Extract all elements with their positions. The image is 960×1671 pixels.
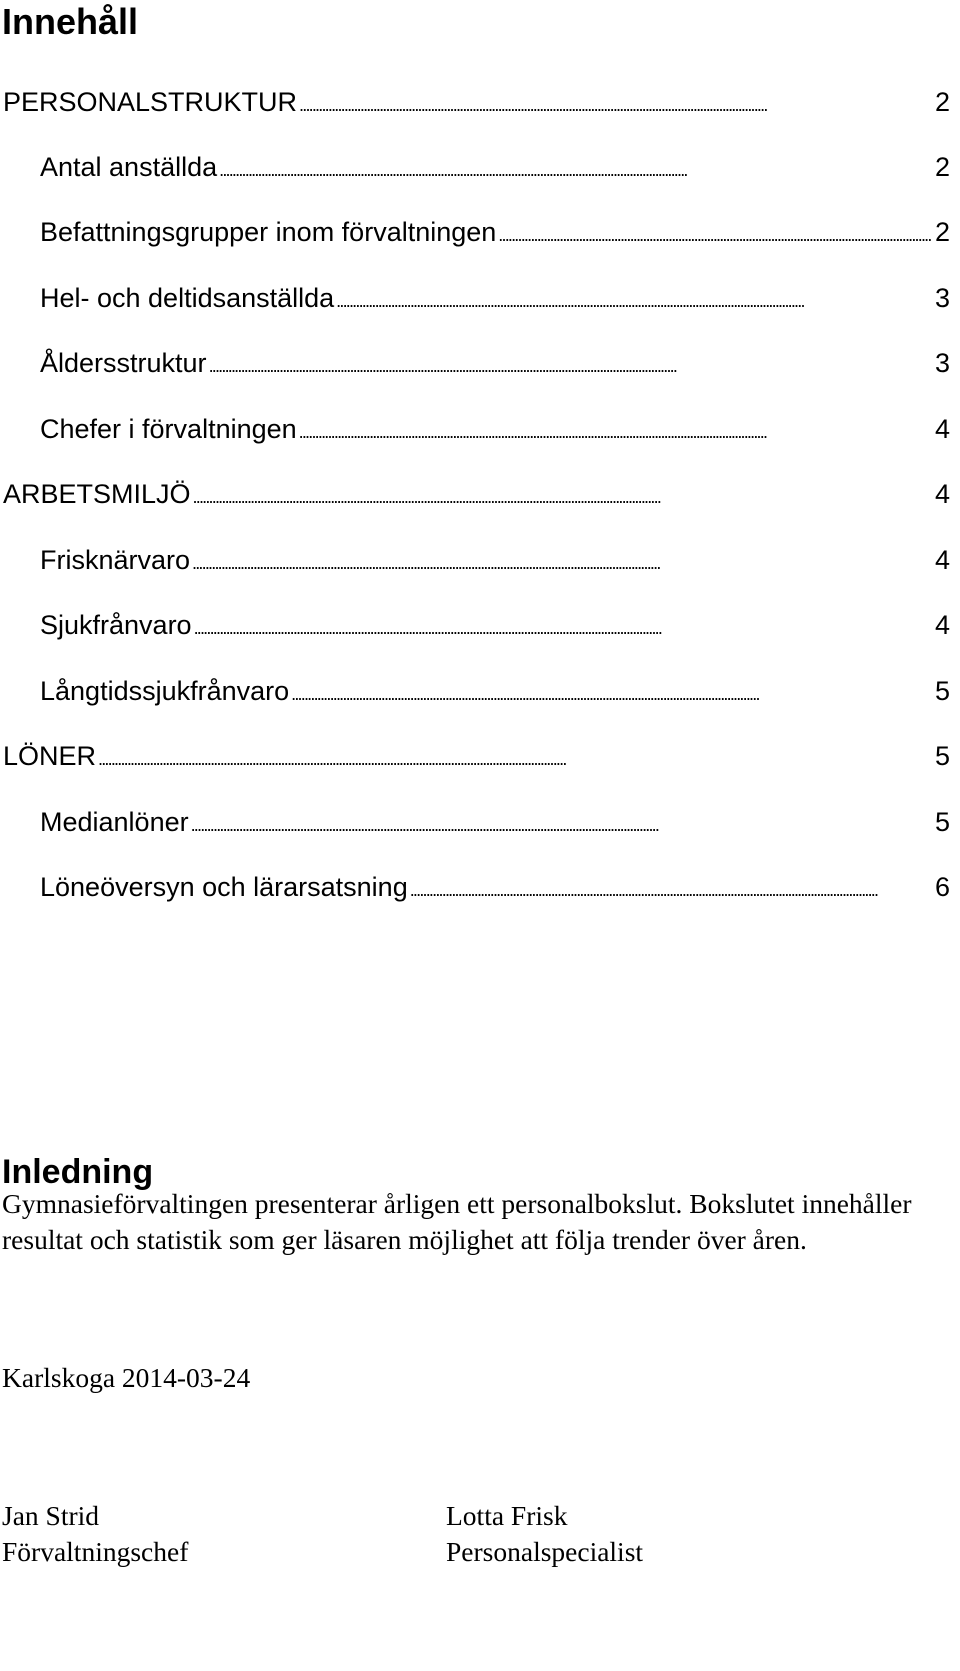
toc-entry[interactable] (3, 734, 950, 778)
toc-entry-label: Sjukfrånvaro (40, 610, 192, 640)
toc-leader-dots (410, 865, 931, 912)
toc-entry[interactable] (40, 669, 950, 713)
toc-leader-dots (498, 210, 931, 257)
toc-leader-dots (299, 80, 931, 127)
toc-entry-page: 2 (934, 152, 950, 182)
toc-title: Innehåll (2, 1, 139, 42)
toc-entry[interactable] (40, 341, 950, 385)
toc-entry-page: 2 (934, 217, 950, 247)
toc-entry-label: Medianlöner (40, 807, 189, 837)
toc-entry[interactable] (3, 472, 950, 516)
toc-entry-label: Åldersstruktur (40, 348, 207, 378)
toc-leader-dots (291, 669, 931, 716)
intro-paragraph: Gymnasieförvaltingen presenterar årligen ett personalbokslut. Bokslutet innehåller resultat och statistik som ger läsaren möjlighet att följa trender över åren. (2, 1188, 912, 1255)
signatory-title: Förvaltningschef (2, 1536, 189, 1567)
toc-entry-label: Löneöversyn och lärarsatsning (40, 872, 408, 902)
signature-block (2, 1498, 188, 1570)
toc-entry-label: ARBETSMILJÖ (3, 479, 191, 509)
toc-entry-page: 5 (934, 676, 950, 706)
toc-entry-page: 4 (934, 479, 950, 509)
toc-leader-dots (193, 472, 931, 519)
toc-entry[interactable] (40, 603, 950, 647)
toc-leader-dots (192, 538, 931, 585)
toc-leader-dots (219, 145, 931, 192)
signature-block (446, 1498, 643, 1570)
signatory-name: Jan Strid (2, 1500, 100, 1531)
toc-leader-dots (209, 341, 931, 388)
signatory-name: Lotta Frisk (446, 1500, 568, 1531)
toc-entry-page: 6 (934, 872, 950, 902)
toc-entry[interactable] (40, 800, 950, 844)
toc-entry-label: LÖNER (3, 741, 97, 771)
toc-entry-page: 4 (934, 610, 950, 640)
toc-entry-page: 4 (934, 414, 950, 444)
toc-entry[interactable] (40, 276, 950, 320)
toc-entry-page: 3 (934, 348, 950, 378)
toc-entry-label: PERSONALSTRUKTUR (3, 87, 298, 117)
toc-leader-dots (336, 276, 931, 323)
toc-entry[interactable] (40, 407, 950, 451)
signatory-title: Personalspecialist (446, 1536, 644, 1567)
toc-entry-label: Antal anställda (40, 152, 218, 182)
toc-leader-dots (299, 407, 931, 454)
toc-entry-label: Chefer i förvaltningen (40, 414, 297, 444)
toc-leader-dots (191, 800, 931, 847)
intro-heading: Inledning (2, 1153, 154, 1191)
toc-entry-label: Befattningsgrupper inom förvaltningen (40, 217, 497, 247)
toc-entry[interactable] (40, 865, 950, 909)
toc-entry-page: 3 (934, 283, 950, 313)
toc-entry-page: 5 (934, 807, 950, 837)
toc-entry[interactable] (40, 145, 950, 189)
toc-entry[interactable] (40, 538, 950, 582)
place-date: Karlskoga 2014-03-24 (2, 1362, 251, 1393)
toc-entry-page: 5 (934, 741, 950, 771)
toc-entry-page: 2 (934, 87, 950, 117)
toc-entry[interactable] (40, 210, 950, 254)
toc-entry[interactable] (3, 80, 950, 124)
toc-entry-page: 4 (934, 545, 950, 575)
toc-entry-label: Hel- och deltidsanställda (40, 283, 335, 313)
toc-entry-label: Frisknärvaro (40, 545, 191, 575)
toc-entry-label: Långtidssjukfrånvaro (40, 676, 290, 706)
toc-leader-dots (194, 603, 931, 650)
toc-leader-dots (98, 734, 931, 781)
